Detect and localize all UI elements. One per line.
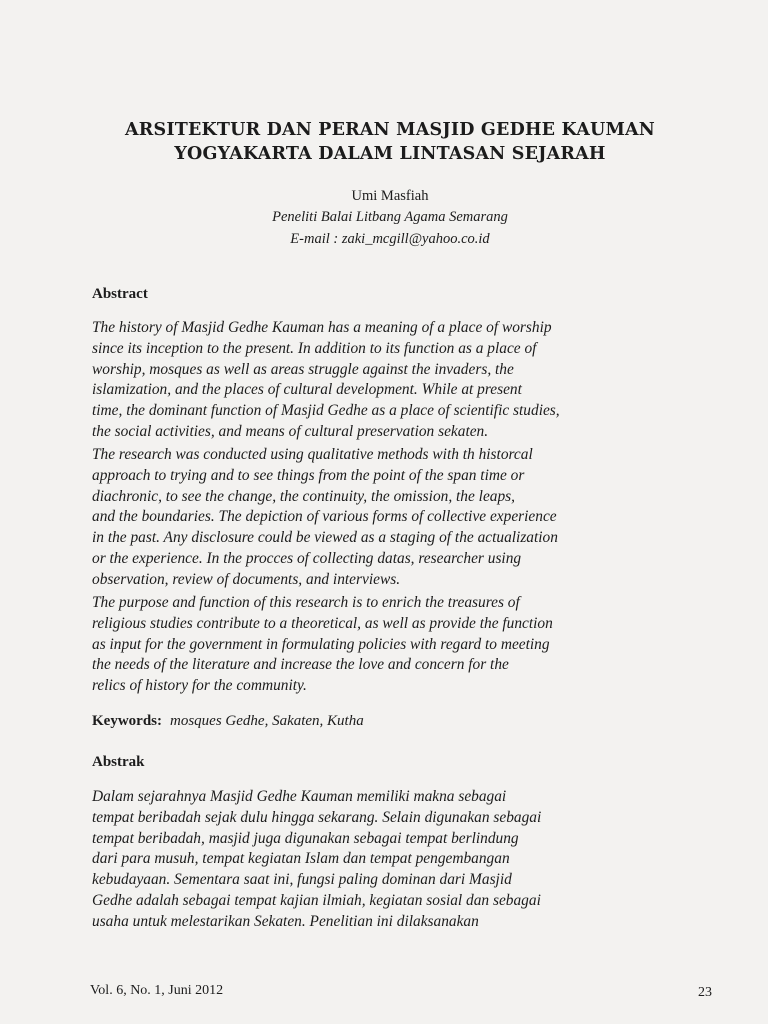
text-line: The research was conducted using qualitative methods with th historcal bbox=[92, 446, 533, 463]
journal-volume: Vol. 6, No. 1, Juni 2012 bbox=[90, 983, 224, 998]
keywords-text: mosques Gedhe, Sakaten, Kutha bbox=[170, 713, 364, 729]
abstract-paragraph bbox=[92, 318, 720, 443]
text-line: The history of Masjid Gedhe Kauman has a meaning of a place of worship bbox=[92, 319, 552, 336]
abstrak-paragraph bbox=[92, 787, 720, 933]
abstract-paragraph bbox=[92, 593, 720, 697]
text-line: and the boundaries. The depiction of various forms of collective experience bbox=[92, 508, 557, 526]
text-line: time, the dominant function of Masjid Gedhe as a place of scientific studies, bbox=[92, 402, 560, 420]
text-line: kebudayaan. Sementara saat ini, fungsi paling dominan dari Masjid bbox=[92, 871, 512, 889]
text-line: islamization, and the places of cultural development. While at present bbox=[92, 381, 522, 399]
text-line: in the past. Any disclosure could be viewed as a staging of the actualization bbox=[92, 529, 558, 547]
text-line: or the experience. In the procces of collecting datas, researcher using bbox=[92, 549, 522, 567]
author-email: E-mail : zaki_mcgill@yahoo.co.id bbox=[290, 231, 490, 247]
text-line: worship, mosques as well as areas struggle against the invaders, the bbox=[92, 360, 514, 378]
text-line: dari para musuh, tempat kegiatan Islam dan tempat pengembangan bbox=[92, 850, 510, 868]
text-line: approach to trying and to see things from the point of the span time or bbox=[92, 466, 525, 484]
text-line: the needs of the literature and increase the love and concern for the bbox=[92, 656, 509, 674]
page-number: 23 bbox=[698, 985, 712, 1000]
text-line: usaha untuk melestarikan Sekaten. Penelitian ini dilaksanakan bbox=[92, 912, 479, 930]
text-line: tempat beribadah sejak dulu hingga sekarang. Selain digunakan sebagai bbox=[92, 808, 542, 826]
text-line: observation, review of documents, and interviews. bbox=[92, 570, 401, 588]
title-line: ARSITEKTUR DAN PERAN MASJID GEDHE KAUMAN bbox=[124, 120, 656, 140]
text-line: relics of history for the community. bbox=[92, 677, 307, 695]
keywords-label: Keywords: bbox=[92, 713, 162, 729]
text-line: tempat beribadah, masjid juga digunakan sebagai tempat berlindung bbox=[92, 829, 519, 847]
author-name: Umi Masfiah bbox=[351, 188, 429, 204]
author-affiliation: Peneliti Balai Litbang Agama Semarang bbox=[272, 209, 508, 225]
abstract-paragraph bbox=[92, 445, 720, 591]
paper-title bbox=[90, 118, 690, 166]
text-line: diachronic, to see the change, the continuity, the omission, the leaps, bbox=[92, 487, 516, 505]
text-line: Dalam sejarahnya Masjid Gedhe Kauman memiliki makna sebagai bbox=[92, 788, 507, 805]
text-line: religious studies contribute to a theoretical, as well as provide the function bbox=[92, 614, 553, 632]
title-line: YOGYAKARTA DALAM LINTASAN SEJARAH bbox=[174, 144, 606, 164]
text-line: The purpose and function of this research is to enrich the treasures of bbox=[92, 594, 520, 611]
abstrak-heading: Abstrak bbox=[92, 754, 145, 770]
abstract-heading: Abstract bbox=[92, 286, 148, 302]
text-line: the social activities, and means of cultural preservation sekaten. bbox=[92, 422, 489, 440]
text-line: as input for the government in formulating policies with regard to meeting bbox=[92, 635, 550, 653]
text-line: since its inception to the present. In addition to its function as a place of bbox=[92, 339, 537, 357]
text-line: Gedhe adalah sebagai tempat kajian ilmiah, kegiatan sosial dan sebagai bbox=[92, 891, 541, 909]
keywords-line bbox=[92, 713, 364, 730]
